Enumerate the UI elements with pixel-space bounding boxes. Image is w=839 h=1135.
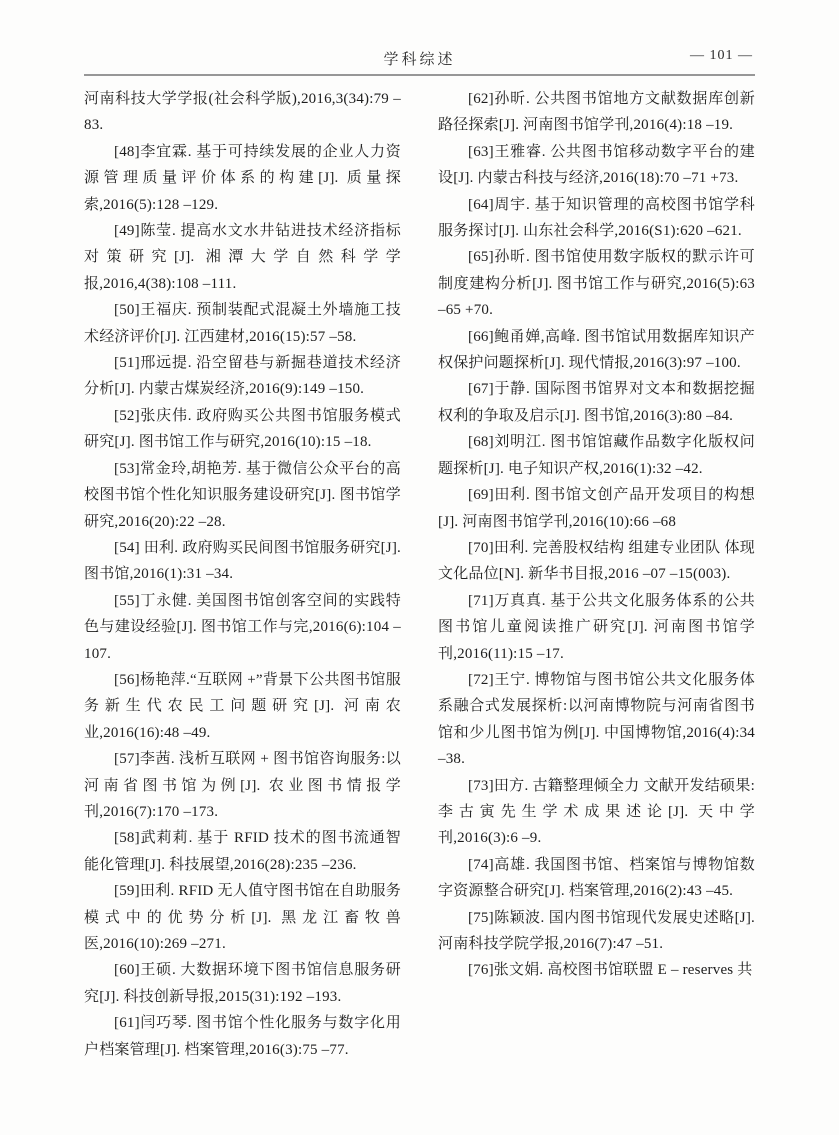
- reference-entry: [61]闫巧琴. 图书馆个性化服务与数字化用户档案管理[J]. 档案管理,2016(3):75 –77.: [84, 1015, 401, 1058]
- reference-entry: [49]陈莹. 提高水文水井钻进技术经济指标对策研究[J]. 湘潭大学自然科学学报,2016,4(38):108 –111.: [84, 223, 401, 292]
- page-number: — 101 —: [690, 48, 753, 63]
- reference-entry: [50]王福庆. 预制装配式混凝土外墙施工技术经济评价[J]. 江西建材,2016(15):57 –58.: [84, 302, 401, 345]
- reference-entry: [55]丁永健. 美国图书馆创客空间的实践特色与建设经验[J]. 图书馆工作与完,2016(6):104 –107.: [84, 592, 401, 662]
- reference-entry: [72]王宁. 博物馆与图书馆公共文化服务体系融合式发展探析:以河南博物院与河南省图书馆和少儿图书馆为例[J]. 中国博物馆,2016(4):34 –38.: [438, 671, 755, 768]
- reference-entry: [63]王雅睿. 公共图书馆移动数字平台的建设[J]. 内蒙古科技与经济,2016(18):70 –71 +73.: [438, 143, 755, 187]
- reference-entry: 河南科技大学学报(社会科学版),2016,3(34):79 –83.: [84, 91, 401, 134]
- reference-entry: [66]鲍甬婵,高峰. 图书馆试用数据库知识产权保护问题探析[J]. 现代情报,2016(3):97 –100.: [438, 328, 755, 372]
- reference-entry: [70]田利. 完善股权结构 组建专业团队 体现文化品位[N]. 新华书目报,2016 –07 –15(003).: [438, 539, 755, 583]
- reference-entry: [71]万真真. 基于公共文化服务体系的公共图书馆儿童阅读推广研究[J]. 河南图书馆学刊,2016(11):15 –17.: [438, 592, 755, 662]
- reference-entry: [67]于静. 国际图书馆界对文本和数据挖掘权利的争取及启示[J]. 图书馆,2016(3):80 –84.: [438, 381, 755, 424]
- reference-entry: [73]田方. 古籍整理倾全力 文献开发结硕果:李古寅先生学术成果述论[J]. 天中学刊,2016(3):6 –9.: [438, 777, 755, 847]
- reference-entry: [52]张庆伟. 政府购买公共图书馆服务模式研究[J]. 图书馆工作与研究,2016(10):15 –18.: [84, 407, 401, 451]
- reference-entry: [53]常金玲,胡艳芳. 基于微信公众平台的高校图书馆个性化知识服务建设研究[J]. 图书馆学研究,2016(20):22 –28.: [84, 460, 401, 530]
- reference-entry: [64]周宇. 基于知识管理的高校图书馆学科服务探讨[J]. 山东社会科学,2016(S1):620 –621.: [438, 196, 755, 240]
- reference-entry: [65]孙昕. 图书馆使用数字版权的默示许可制度建构分析[J]. 图书馆工作与研究,2016(5):63 –65 +70.: [438, 249, 755, 319]
- reference-entry: [58]武莉莉. 基于 RFID 技术的图书流通智能化管理[J]. 科技展望,2016(28):235 –236.: [84, 830, 401, 873]
- reference-column-left: [84, 86, 401, 1063]
- page-header-title: 学科综述: [383, 52, 456, 68]
- reference-entry: [62]孙昕. 公共图书馆地方文献数据库创新路径探索[J]. 河南图书馆学刊,2016(4):18 –19.: [438, 91, 755, 134]
- reference-entry: [74]高雄. 我国图书馆、档案馆与博物馆数字资源整合研究[J]. 档案管理,2016(2):43 –45.: [438, 856, 755, 900]
- reference-entry: [48]李宜霖. 基于可持续发展的企业人力资源管理质量评价体系的构建[J]. 质量探索,2016(5):128 –129.: [84, 143, 401, 213]
- reference-entry: [68]刘明江. 图书馆馆藏作品数字化版权问题探析[J]. 电子知识产权,2016(1):32 –42.: [438, 434, 755, 477]
- reference-entry: [51]邢远提. 沿空留巷与新掘巷道技术经济分析[J]. 内蒙古煤炭经济,2016(9):149 –150.: [84, 355, 401, 398]
- reference-entry: [56]杨艳萍.“互联网 +”背景下公共图书馆服务新生代农民工问题研究[J]. 河南农业,2016(16):48 –49.: [84, 671, 401, 741]
- header-rule-divider: [84, 74, 755, 76]
- reference-column-right: [438, 86, 755, 1063]
- reference-entry: [57]李茜. 浅析互联网 + 图书馆咨询服务:以河南省图书馆为例[J]. 农业图书情报学刊,2016(7):170 –173.: [84, 751, 401, 820]
- reference-entry: [69]田利. 图书馆文创产品开发项目的构想[J]. 河南图书馆学刊,2016(10):66 –68: [438, 487, 755, 530]
- reference-entry: [60]王硕. 大数据环境下图书馆信息服务研究[J]. 科技创新导报,2015(31):192 –193.: [84, 962, 401, 1005]
- reference-entry: [75]陈颖波. 国内图书馆现代发展史述略[J]. 河南科技学院学报,2016(7):47 –51.: [438, 909, 755, 952]
- reference-entry: [59]田利. RFID 无人值守图书馆在自助服务模式中的优势分析[J]. 黑龙江畜牧兽医,2016(10):269 –271.: [84, 883, 401, 952]
- reference-columns: [84, 86, 755, 1063]
- reference-entry: [54] 田利. 政府购买民间图书馆服务研究[J]. 图书馆,2016(1):31 –34.: [84, 539, 401, 583]
- reference-entry: [76]张文娟. 高校图书馆联盟 E – reserves 共: [468, 962, 753, 979]
